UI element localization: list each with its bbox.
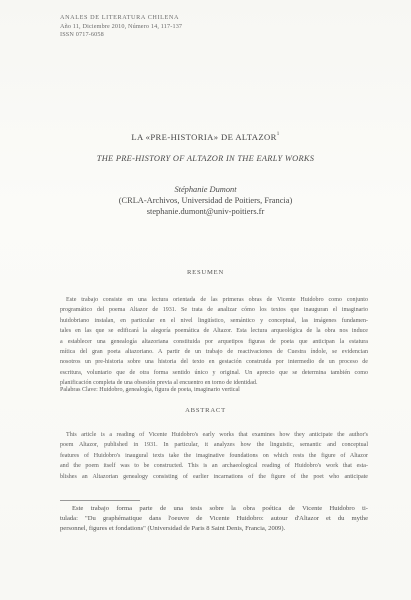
resumen-heading: RESUMEN bbox=[186, 269, 225, 276]
footnote-line: tulada: "Du graphématique dans l'oeuvre de Vicente Huidobro: autour d'Altazor et du mythe bbox=[60, 515, 368, 523]
article-title-text: LA «PRE-HISTORIA» DE ALTAZOR bbox=[131, 132, 277, 142]
journal-name: ANALES DE LITERATURA CHILENA bbox=[60, 14, 180, 21]
journal-issue: Año 11, Diciembre 2010, Número 14, 117-137 bbox=[60, 22, 183, 30]
journal-header bbox=[60, 14, 182, 40]
footnote-divider bbox=[60, 500, 140, 501]
resumen-line: huidobriano instalan, en particular en el nivel lingüístico, semántico y conceptual, las imágenes fundamen- bbox=[60, 317, 368, 324]
title-note-marker[interactable]: 1 bbox=[276, 132, 280, 137]
author-affiliation: (CRLA-Archivos, Universidad de Poitiers, Francia) bbox=[118, 196, 293, 206]
resumen-line: Este trabajo consiste en una lectura orientada de las primeras obras de Vicente Huidobro como conjunto bbox=[66, 297, 368, 303]
footnote-line: personnel, figures et fondations" (Universidad de Paris 8 Saint Denis, Francia, 2009). bbox=[60, 525, 286, 533]
article-title bbox=[0, 132, 411, 142]
abstract-line: blishes an Altazorian genealogy consisting of earlier incarnations of the figure of the poet who anticipate bbox=[60, 473, 368, 480]
abstract-line: features of Huidobro's inaugural texts take the imaginative foundations on which rests the figure of Altazor bbox=[60, 452, 368, 459]
footnote bbox=[60, 504, 368, 535]
abstract-heading: ABSTRACT bbox=[185, 407, 226, 414]
resumen-line: programático del poema Altazor de 1931. Se trata de analizar cómo los textos que inauguran el imaginario bbox=[60, 307, 368, 314]
resumen-line: tales en las que se edificará la alegoría poemática de Altazor. Esta lectura arqueológica de la obra nos induce bbox=[60, 328, 368, 335]
author-email[interactable]: stephanie.dumont@univ-poitiers.fr bbox=[146, 207, 265, 217]
resumen-line: mítica del gran poeta altazoriano. A partir de un trabajo de reactivaciones de Cuestra índole, se evidencian bbox=[60, 349, 368, 356]
abstract-line: and the poem itself was to be constructed. This is an archaeological reading of Huidobro's work that esta- bbox=[60, 463, 368, 470]
abstract-line: This article is a reading of Vicente Huidobro's early works that examines how they anticipate the author's bbox=[66, 432, 368, 438]
footnote-line: Este trabajo forma parte de una tesis sobre la obra poética de Vicente Huidobro ti- bbox=[72, 505, 368, 512]
abstract-text bbox=[60, 430, 368, 482]
resumen-line: a establecer una genealogía altazoriana constituida por arquetipos figuras de poeta que anticipan la estatura bbox=[60, 338, 368, 345]
author-block bbox=[0, 184, 411, 218]
abstract-line: poem Altazor, published in 1931. In particular, it analyzes how the linguistic, semantic and conceptual bbox=[60, 442, 368, 449]
article-subtitle: THE PRE-HISTORY OF ALTAZOR IN THE EARLY WORKS bbox=[96, 154, 315, 163]
resumen-line: nosotros un pre-historia sobre una historia del texto en gestación construida por intermedio de un proceso de bbox=[60, 359, 368, 366]
resumen-line: planificación completa de una obsesión previa al encuentro en torno de identidad. bbox=[60, 380, 258, 387]
author-name: Stéphanie Dumont bbox=[174, 185, 237, 194]
journal-issn: ISSN 0717-6058 bbox=[60, 31, 104, 39]
resumen-keywords: Palabras Clave: Huidobro, genealogía, figura de poeta, imaginario vertical bbox=[60, 387, 240, 393]
resumen-text bbox=[60, 295, 368, 389]
resumen-line: escritura, voluntario que de otra forma sentido único y original. Un aprecio que se determina también como bbox=[60, 369, 368, 376]
